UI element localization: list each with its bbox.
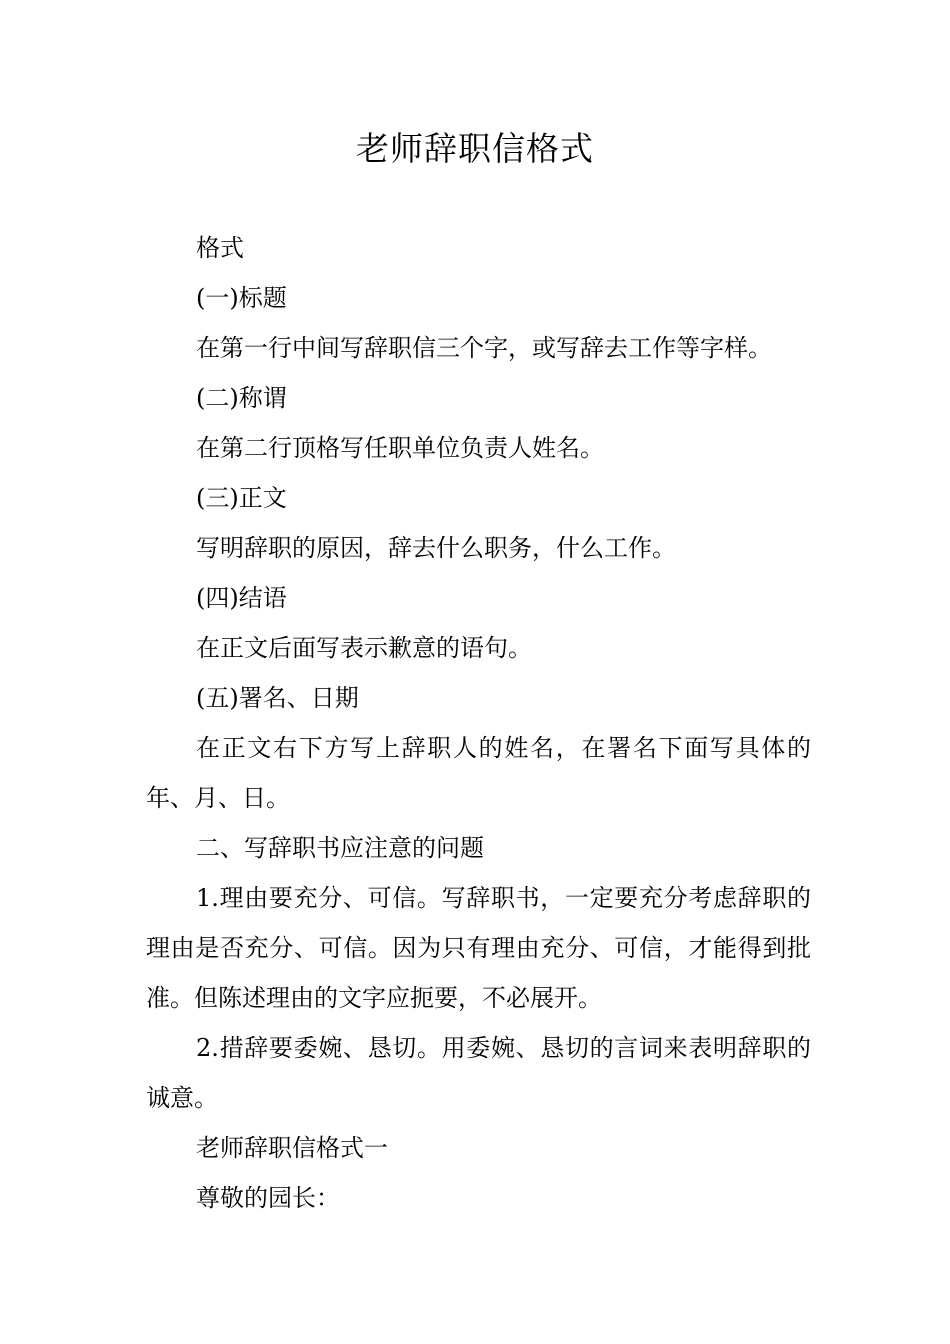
paragraph-example-heading: 老师辞职信格式一 [196,1134,388,1162]
paragraph-salutation-description: 在第二行顶格写任职单位负责人姓名。 [196,434,604,462]
paragraph-closing-section: (四)结语 [196,584,287,612]
paragraph-notes-heading: 二、写辞职书应注意的问题 [196,834,484,862]
paragraph-body-description: 写明辞职的原因，辞去什么职务，什么工作。 [196,534,676,562]
paragraph-format-heading: 格式 [196,234,244,262]
paragraph-signature-section: (五)署名、日期 [196,684,359,712]
paragraph-note-wording: 2.措辞要委婉、恳切。用委婉、恳切的言词来表明辞职的诚意。 [146,1034,811,1112]
paragraph-title-description: 在第一行中间写辞职信三个字，或写辞去工作等字样。 [196,334,772,362]
paragraph-title-section: (一)标题 [196,284,287,312]
document-body [146,223,811,1223]
paragraph-body-section: (三)正文 [196,484,287,512]
paragraph-closing-description: 在正文后面写表示歉意的语句。 [196,634,532,662]
paragraph-signature-description: 在正文右下方写上辞职人的姓名，在署名下面写具体的年、月、日。 [146,734,811,812]
paragraph-example-salutation: 尊敬的园长： [196,1184,340,1212]
paragraph-salutation-section: (二)称谓 [196,384,287,412]
paragraph-note-reason: 1.理由要充分、可信。写辞职书，一定要充分考虑辞职的理由是否充分、可信。因为只有理由充分、可信，才能得到批准。但陈述理由的文字应扼要，不必展开。 [146,884,811,1012]
document-title: 老师辞职信格式 [356,129,594,168]
